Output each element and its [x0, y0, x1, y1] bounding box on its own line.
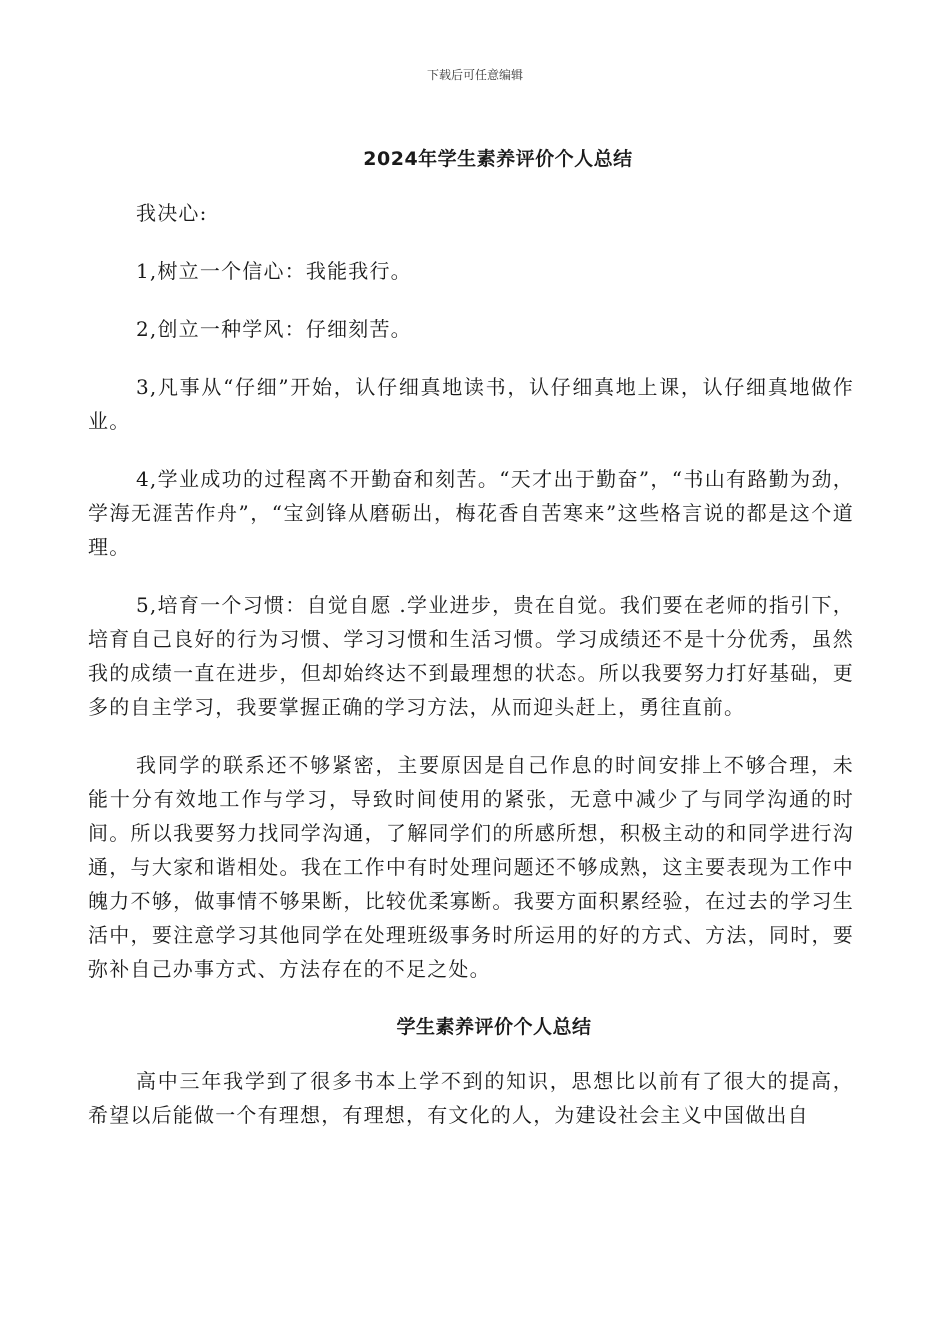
- paragraph-item-2: 2,创立一种学风：仔细刻苦。: [136, 317, 412, 341]
- paragraph-classmates: 我同学的联系还不够紧密，主要原因是自己作息的时间安排上不够合理，未能十分有效地工作与学习，导致时间使用的紧张，无意中减少了与同学沟通的时间。所以我要努力找同学沟通，了解同学们的所感所想，积极主动的和同学进行沟通，与大家和谐相处。我在工作中有时处理问题还不够成熟，这主要表现为工作中魄力不够，做事情不够果断，比较优柔寡断。我要方面积累经验，在过去的学习生活中，要注意学习其他同学在处理班级事务时所运用的好的方式、方法，同时，要弥补自己办事方式、方法存在的不足之处。: [88, 753, 854, 981]
- section-paragraph: 高中三年我学到了很多书本上学不到的知识，思想比以前有了很大的提高，希望以后能做一个有理想，有理想，有文化的人，为建设社会主义中国做出自: [88, 1069, 854, 1127]
- section-title: 学生素养评价个人总结: [396, 1016, 592, 1038]
- paragraph-item-3: 3,凡事从“仔细”开始，认仔细真地读书，认仔细真地上课，认仔细真地做作业。: [88, 375, 854, 433]
- document-title: 2024年学生素养评价个人总结: [363, 148, 633, 170]
- paragraph-item-5: 5,培育一个习惯：自觉自愿 .学业进步，贵在自觉。我们要在老师的指引下，培育自己良好的行为习惯、学习习惯和生活习惯。学习成绩还不是十分优秀，虽然我的成绩一直在进步，但却始终达不到最理想的状态。所以我要努力打好基础，更多的自主学习，我要掌握正确的学习方法，从而迎头赶上，勇往直前。: [88, 593, 854, 719]
- header-note: 下载后可任意编辑: [426, 68, 523, 82]
- paragraph-resolve: 我决心:: [136, 201, 208, 225]
- paragraph-item-4: 4,学业成功的过程离不开勤奋和刻苦。“天才出于勤奋”，“书山有路勤为劲，学海无涯苦作舟”，“宝剑锋从磨砺出，梅花香自苦寒来”这些格言说的都是这个道理。: [88, 467, 854, 559]
- paragraph-item-1: 1,树立一个信心：我能我行。: [136, 259, 412, 283]
- document-body: [88, 196, 854, 1156]
